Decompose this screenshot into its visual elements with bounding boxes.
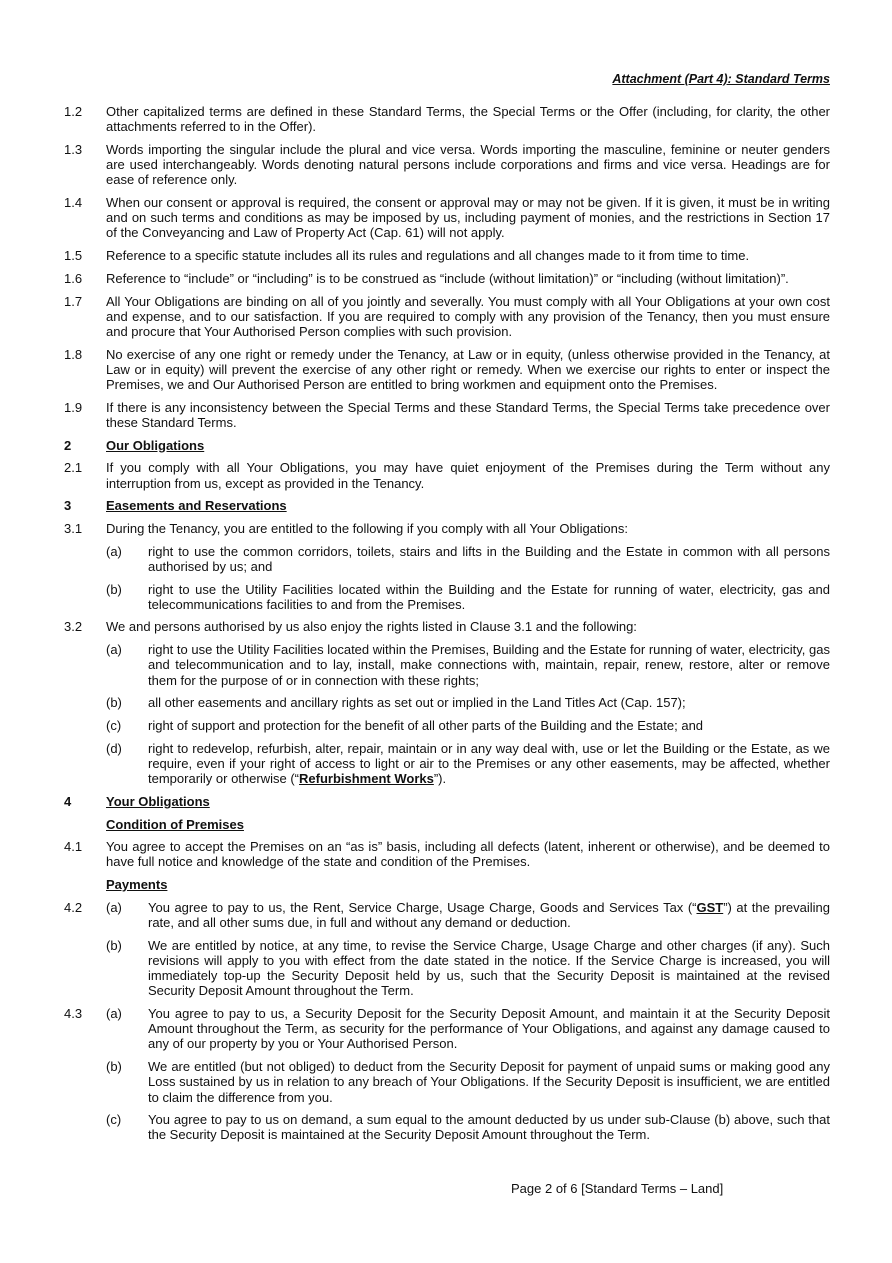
section-2-heading — [64, 438, 830, 453]
section-title: Your Obligations — [106, 793, 210, 809]
clause-number: 1.5 — [64, 248, 83, 264]
clause-2-1 — [64, 460, 830, 490]
clause-text: Reference to a specific statute includes all its rules and regulations and all changes made to it from time to time. — [106, 248, 750, 264]
section-number: 2 — [64, 437, 72, 453]
clause-number: 1.3 — [64, 141, 83, 157]
clause-3-2-a — [64, 642, 830, 688]
clause-number: 1.8 — [64, 346, 83, 362]
item-letter: (b) — [106, 1059, 122, 1075]
item-letter: (a) — [106, 543, 122, 559]
item-letter: (d) — [106, 740, 122, 756]
item-letter: (a) — [106, 1006, 122, 1022]
clause-1-9 — [64, 400, 830, 430]
clause-4-3-b — [64, 1059, 830, 1105]
item-text: You agree to pay to us, a Security Deposit for the Security Deposit Amount, and maintain it at the Security Deposit Amount throughout the Term, as security for the performance of Your Obligations, and against any damage caused to any of our property by you or Your Authorised Person. — [148, 1006, 830, 1052]
clause-1-2 — [64, 104, 830, 134]
subheading-payments: Payments — [106, 877, 168, 893]
clause-3-1 — [64, 521, 830, 536]
item-letter: (c) — [106, 1112, 122, 1128]
item-letter: (a) — [106, 899, 122, 915]
clause-text: Other capitalized terms are defined in these Standard Terms, the Special Terms or the Offer (including, for clarity, the other attachments referred to in the Offer). — [106, 104, 830, 135]
item-letter: (b) — [106, 937, 122, 953]
clause-3-2-b — [64, 695, 830, 710]
clause-number: 1.7 — [64, 293, 83, 309]
item-letter: (b) — [106, 581, 122, 597]
item-text-lead: You agree to pay to us, the Rent, Service Charge, Usage Charge, Goods and Services Tax (“ — [148, 899, 697, 915]
item-text: right of support and protection for the benefit of all other parts of the Building and the Estate; and — [148, 718, 704, 733]
section-4-heading — [64, 794, 830, 809]
item-text: You agree to pay to us on demand, a sum equal to the amount deducted by us under sub-Clause (b) above, such that the Security Deposit is maintained at the Security Deposit Amount throughout the Term. — [148, 1112, 830, 1143]
item-text: all other easements and ancillary rights as set out or implied in the Land Titles Act (Cap. 157); — [148, 695, 686, 711]
clause-text: You agree to accept the Premises on an “as is” basis, including all defects (latent, inherent or otherwise), and be deemed to have full notice and knowledge of the state and condition of the Premises. — [106, 839, 830, 870]
clause-1-5 — [64, 248, 830, 263]
section-title: Our Obligations — [106, 437, 205, 453]
clause-number: 1.2 — [64, 104, 83, 119]
clause-3-1-a — [64, 544, 830, 574]
clause-number: 4.3 — [64, 1006, 83, 1022]
clause-text: We and persons authorised by us also enjoy the rights listed in Clause 3.1 and the following: — [106, 619, 637, 635]
clause-number: 1.9 — [64, 399, 83, 415]
item-text: right to use the Utility Facilities located within the Premises, Building and the Estate for running of water, electricity, gas and telecommunication and to lay, install, make connections with, maintain, repair, renew, restore, alter or remove them for the purpose of or in connection with these rights; — [148, 642, 830, 688]
clause-number: 3.2 — [64, 619, 83, 635]
clause-number: 3.1 — [64, 520, 83, 536]
clause-number: 1.6 — [64, 270, 83, 286]
document-body — [64, 104, 830, 1150]
clause-text: All Your Obligations are binding on all of you jointly and severally. You must comply with all Your Obligations at your own cost and expense, and to our satisfaction. If you are required to comply with any provision of the Tenancy, then you must ensure and procure that Your Authorised Person complies with such provision. — [106, 293, 830, 339]
clause-3-2 — [64, 619, 830, 634]
clause-number: 2.1 — [64, 460, 83, 476]
item-text-lead: right to redevelop, refurbish, alter, repair, maintain or in any way deal with, use or let the Building or the Estate, as we require, even if your right of access to light or air to the Premises or any other easements, may be affected, whether temporarily or otherwise (“ — [148, 740, 830, 787]
item-text-tail: ”). — [433, 771, 447, 787]
item-text: We are entitled by notice, at any time, to revise the Service Charge, Usage Charge and other charges (if any). Such revisions will apply to you with effect from the date stated in the notice. If the Service Charge is increased, you will immediately top-up the Security Deposit held by us, such that the Security Deposit is maintained at the revised Security Deposit Amount throughout the Term. — [148, 937, 830, 999]
clause-4-3-c — [64, 1112, 830, 1142]
clause-text: Reference to “include” or “including” is to be construed as “include (without limitation)” or “including (without limitation)”. — [106, 270, 789, 286]
clause-number: 4.2 — [64, 899, 83, 915]
page-footer: Page 2 of 6 [Standard Terms – Land] — [511, 1181, 724, 1196]
item-text: right to use the common corridors, toilets, stairs and lifts in the Building and the Estate in common with all persons authorised by us; and — [148, 543, 830, 574]
page-header: Attachment (Part 4): Standard Terms — [612, 72, 830, 86]
clause-text: No exercise of any one right or remedy under the Tenancy, at Law or in equity, (unless otherwise provided in the Tenancy, at Law or in equity) will prevent the exercise of any other right or remedy. When we exercise our rights to enter or inspect the Premises, we and Our Authorised Person are entitled to bring workmen and equipment onto the Premises. — [106, 346, 830, 393]
clause-1-6 — [64, 271, 830, 286]
clause-text: Words importing the singular include the plural and vice versa. Words importing the masculine, feminine or neuter genders are used interchangeably. Words denoting natural persons include corporations and firms and vice versa. Headings are for ease of reference only. — [106, 141, 830, 188]
item-text: right to use the Utility Facilities located within the Building and the Estate for running of water, electricity, gas and telecommunications facilities to and from the Premises. — [148, 581, 830, 612]
clause-4-2-b — [64, 938, 830, 999]
defined-term: Refurbishment Works — [299, 771, 434, 787]
item-letter: (a) — [106, 642, 122, 658]
clause-text: During the Tenancy, you are entitled to the following if you comply with all Your Obligations: — [106, 520, 628, 536]
clause-4-1 — [64, 839, 830, 869]
item-letter: (c) — [106, 718, 122, 733]
clause-text: When our consent or approval is required, the consent or approval may or may not be given. If it is given, it must be in writing and on such terms and conditions as may be imposed by us, including payment of monies, and the restrictions in Section 17 of the Conveyancing and Law of Property Act (Cap. 61) will not apply. — [106, 195, 830, 241]
item-text — [148, 900, 830, 930]
clause-text: If you comply with all Your Obligations, you may have quiet enjoyment of the Premises during the Term without any interruption from us, except as provided in the Tenancy. — [106, 460, 830, 491]
clause-3-2-c — [64, 718, 830, 733]
section-number: 3 — [64, 498, 72, 514]
clause-4-2-a — [64, 900, 830, 930]
subheading-condition: Condition of Premises — [106, 816, 244, 832]
clause-1-3 — [64, 142, 830, 188]
item-text-tail: ”) at the prevailing rate, and all other sums due, in full and without any demand or deduction. — [148, 899, 830, 931]
clause-number: 4.1 — [64, 839, 83, 855]
defined-term: GST — [696, 899, 724, 915]
clause-4-3-a — [64, 1006, 830, 1052]
clause-1-8 — [64, 347, 830, 393]
clause-1-4 — [64, 195, 830, 241]
clause-number: 1.4 — [64, 195, 83, 211]
item-text: We are entitled (but not obliged) to deduct from the Security Deposit for payment of unpaid sums or making good any Loss sustained by us in relation to any breach of Your Obligations. If the Security Deposit is insufficient, we are entitled to claim the difference from you. — [148, 1059, 830, 1105]
clause-3-2-d — [64, 741, 830, 787]
clause-text: If there is any inconsistency between the Special Terms and these Standard Terms, the Special Terms take precedence over these Standard Terms. — [106, 399, 830, 430]
clause-3-1-b — [64, 582, 830, 612]
item-text — [148, 741, 830, 787]
item-letter: (b) — [106, 695, 122, 711]
section-number: 4 — [64, 793, 72, 809]
section-3-heading — [64, 498, 830, 513]
section-title: Easements and Reservations — [106, 498, 287, 514]
clause-1-7 — [64, 294, 830, 340]
